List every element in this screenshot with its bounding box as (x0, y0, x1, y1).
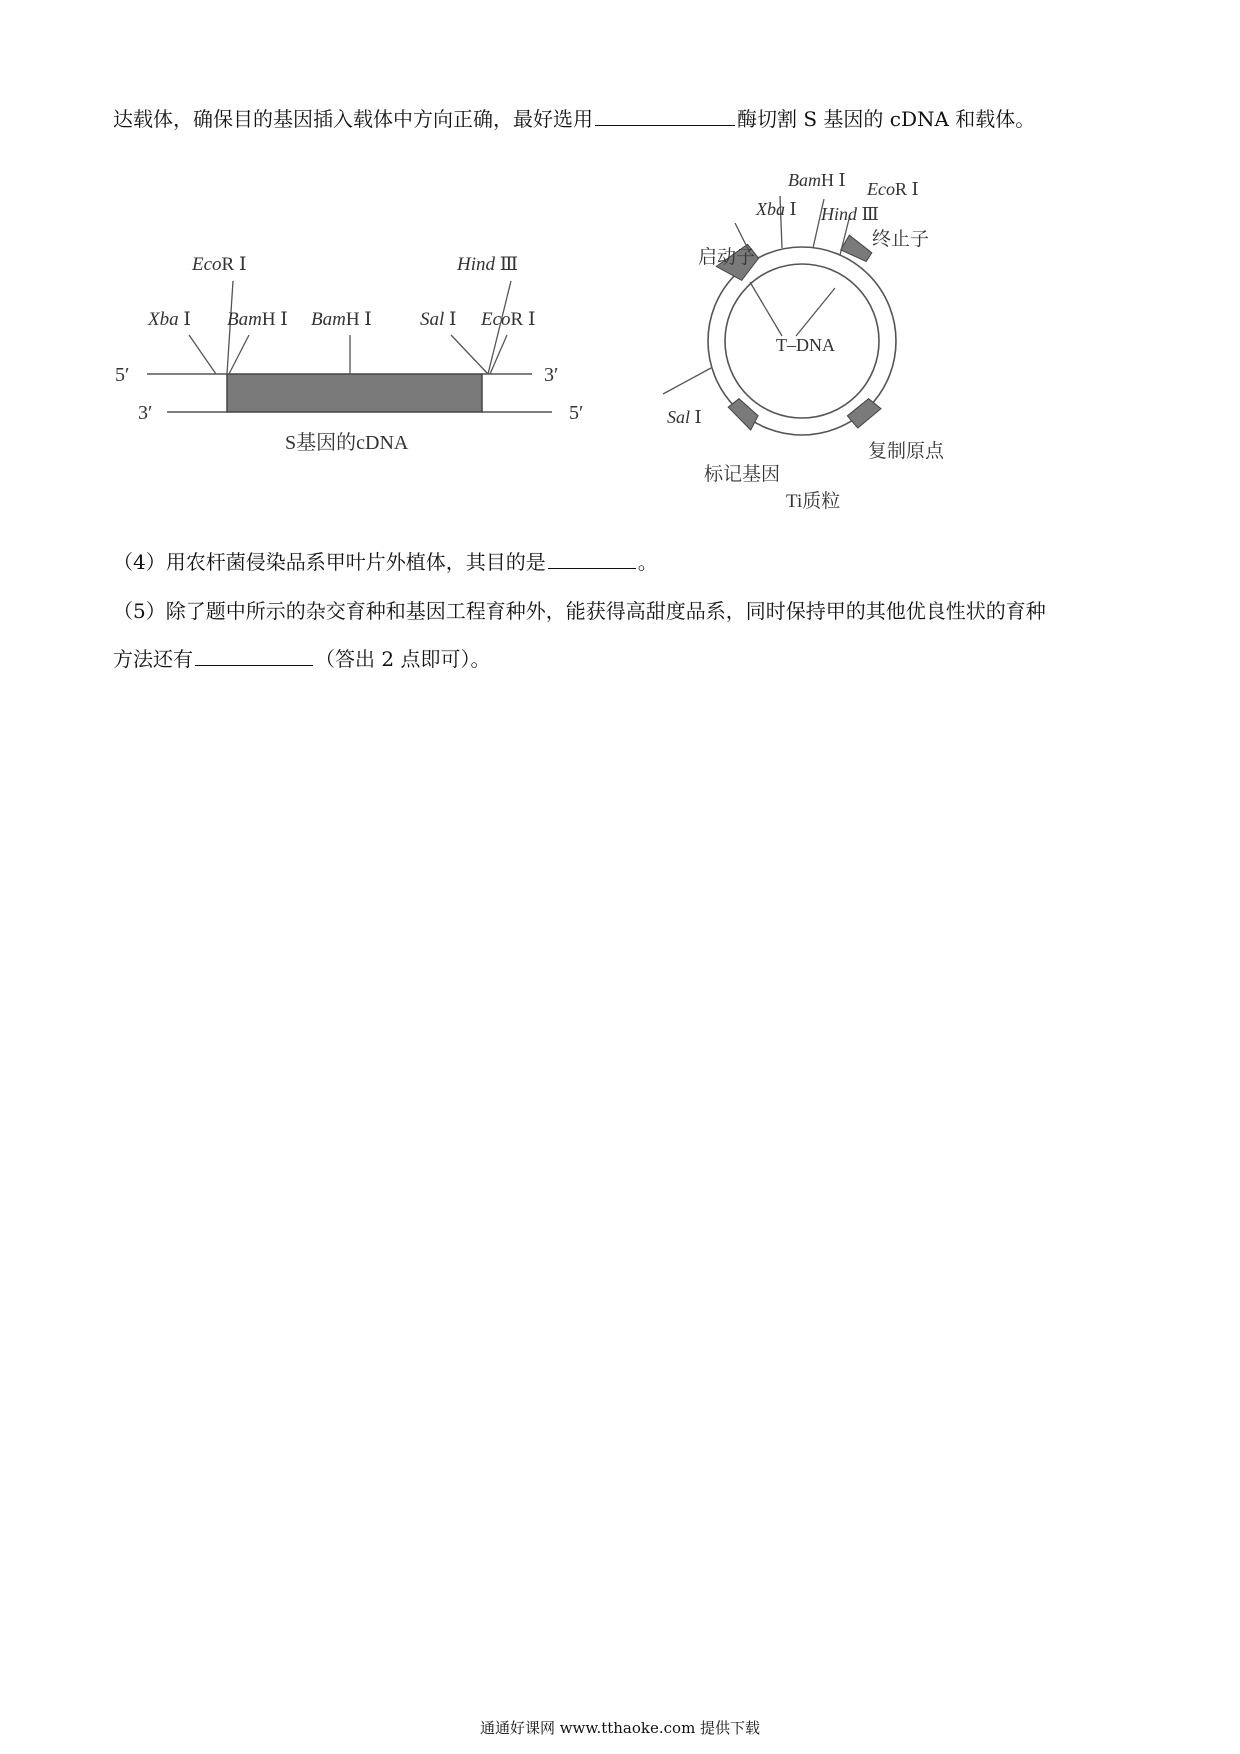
line1-text-before: 达载体，确保目的基因插入载体中方向正确，最好选用 (113, 107, 593, 131)
plasmid-site-ecori: EcoR Ⅰ (867, 179, 919, 199)
plasmid-site-bamhi: BamH Ⅰ (788, 170, 846, 190)
origin-segment (847, 399, 881, 428)
answer-blank-q4[interactable] (548, 548, 636, 569)
origin-label: 复制原点 (868, 441, 945, 462)
cdna-site-sali: Sal Ⅰ (420, 309, 457, 330)
cdna-site-hindiii: Hind Ⅲ (457, 254, 519, 275)
q5-text-before: 方法还有 (113, 647, 193, 671)
cdna-diagram (115, 254, 583, 454)
cdna-site-ecori-left: EcoR Ⅰ (192, 254, 247, 275)
cdna-top-left-end: 5′ (115, 364, 130, 386)
t-dna-label: T–DNA (776, 335, 835, 355)
promoter-label: 启动子 (698, 247, 756, 268)
cdna-bottom-right-end: 5′ (569, 402, 584, 424)
cdna-site-bamhi-left: BamH Ⅰ (227, 309, 288, 330)
terminator-label: 终止子 (872, 229, 930, 250)
cdna-site-xbai: Xba Ⅰ (148, 309, 191, 330)
line1-text-after: 酶切割 S 基因的 cDNA 和载体。 (737, 107, 1036, 131)
s-gene-cdna-box (227, 374, 482, 412)
q4-text-before: （4）用农杆菌侵染品系甲叶片外植体，其目的是 (113, 550, 546, 574)
cdna-caption: S基因的cDNA (285, 432, 409, 454)
cdna-bottom-left-end: 3′ (138, 402, 153, 424)
plasmid-site-sali: Sal Ⅰ (667, 407, 702, 427)
plasmid-site-xbai: Xba Ⅰ (756, 199, 797, 219)
cdna-site-bamhi-middle: BamH Ⅰ (311, 309, 372, 330)
q5-text-line1: （5）除了题中所示的杂交育种和基因工程育种外，能获得高甜度品系，同时保持甲的其他优良性状的育种 (113, 599, 1046, 623)
q5-text-after: （答出 2 点即可）。 (315, 647, 491, 671)
plasmid-caption: Ti质粒 (786, 491, 841, 512)
question-3-continuation (113, 105, 1035, 133)
q4-text-after: 。 (637, 550, 658, 574)
restriction-map-figure (100, 160, 1000, 520)
marker-gene-label: 标记基因 (704, 464, 781, 485)
question-5-line1 (113, 597, 1046, 625)
plasmid-site-hindiii: Hind Ⅲ (821, 204, 879, 224)
ti-plasmid-diagram (663, 170, 945, 512)
cdna-site-ecori-right: EcoR Ⅰ (481, 309, 536, 330)
question-5-line2 (113, 645, 490, 673)
page-footer: 通通好课网 www.tthaoke.com 提供下载 (479, 1719, 761, 1737)
answer-blank-q5[interactable] (195, 645, 313, 666)
cdna-top-right-end: 3′ (544, 364, 559, 386)
answer-blank-enzyme[interactable] (595, 105, 735, 126)
question-4 (113, 548, 658, 576)
marker-gene-segment (728, 399, 758, 430)
